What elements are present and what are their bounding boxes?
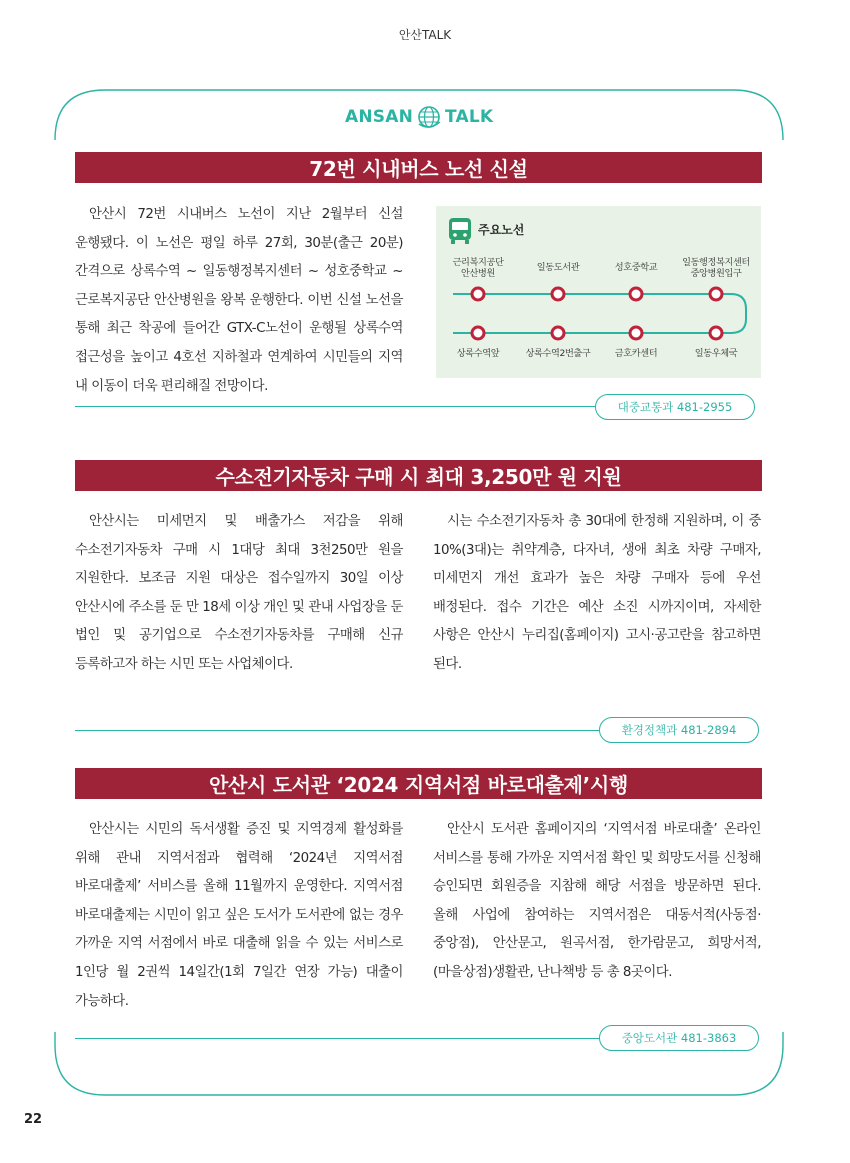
stop-marker bbox=[472, 327, 484, 339]
stop-marker bbox=[472, 288, 484, 300]
stop-label-top-2: 일동도서관 bbox=[536, 262, 580, 273]
article3-contact: 중앙도서관 481-3863 bbox=[599, 1025, 759, 1051]
stop-label-bottom-2: 상록수역2번출구 bbox=[525, 348, 591, 359]
stop-marker bbox=[630, 327, 642, 339]
article1-body: 안산시 72번 시내버스 노선이 지난 2월부터 신설 운행됐다. 이 노선은 평일 하루 27회, 30분(출근 20분) 간격으로 상록수역 ~ 일동행정복지센터 ~ 성호중학교 ~ 근로복지공단 안산병원을 왕복 운행한다. 이번 신설 노선을 통해 최근 착공에 들어간 GTX-C노선이 운행될 상록수역 접근성을 높이고 4호선 지하철과 연계하여 시민들의 지역 내 이동이 더욱 편리해질 전망이다. bbox=[75, 207, 403, 394]
route-title: 주요노선 bbox=[478, 223, 525, 237]
article3-title: 안산시 도서관 ‘2024 지역서점 바로대출제’시행 bbox=[75, 768, 762, 799]
article2-title: 수소전기자동차 구매 시 최대 3,250만 원 지원 bbox=[75, 460, 762, 491]
stop-marker bbox=[552, 288, 564, 300]
stop-label-bottom-4: 일동우체국 bbox=[694, 348, 738, 359]
article1-title: 72번 시내버스 노선 신설 bbox=[75, 152, 762, 183]
article3-divider bbox=[75, 1038, 601, 1039]
article3-body-left: 안산시는 시민의 독서생활 증진 및 지역경제 활성화를 위해 관내 지역서점과 협력해 ‘2024년 지역서점 바로대출제’ 서비스를 올해 11월까지 운영한다. 지역서점 바로대출제는 시민이 읽고 싶은 도서가 도서관에 없는 경우 가까운 지역 서점에서 바로 대출해 읽을 수 있는 서비스로 1인당 월 2권씩 14일간(1회 7일간 연장 가능) 대출이 가능하다. bbox=[75, 822, 403, 1009]
stop-marker bbox=[630, 288, 642, 300]
article3-body-right: 안산시 도서관 홈페이지의 ‘지역서점 바로대출’ 온라인 서비스를 통해 가까운 지역서점 확인 및 희망도서를 신청해 승인되면 회원증을 지참해 해당 서점을 방문하면 된다. 올해 사업에 참여하는 지역서점은 대동서적(사동점·중앙점), 안산문고, 원곡서점, 한가람문고, 희망서적, (마을상점)생활관, 난나책방 등 총 8곳이다. bbox=[433, 822, 761, 980]
stop-label-top-4: 일동행정복지센터 중앙병원입구 bbox=[682, 257, 750, 279]
stop-marker bbox=[552, 327, 564, 339]
article2-divider bbox=[75, 730, 601, 731]
article2-body-right: 시는 수소전기자동차 총 30대에 한정해 지원하며, 이 중 10%(3대)는 취약계층, 다자녀, 생애 최초 차량 구매자, 미세먼지 개선 효과가 높은 차량 구매자 등에 우선 배정된다. 접수 기간은 예산 소진 시까지이며, 자세한 사항은 안산시 누리집(홈페이지) 고시·공고란을 참고하면 된다. bbox=[433, 514, 761, 672]
globe-icon bbox=[416, 104, 442, 130]
article1-divider bbox=[75, 406, 597, 407]
stop-label-top-3: 성호중학교 bbox=[614, 262, 658, 273]
logo-left-text: ANSAN bbox=[345, 107, 414, 127]
ansan-talk-logo bbox=[345, 104, 493, 130]
stop-label-bottom-3: 금호카센터 bbox=[614, 348, 658, 359]
stop-marker bbox=[710, 288, 722, 300]
article2-body-left: 안산시는 미세먼지 및 배출가스 저감을 위해 수소전기자동차 구매 시 1대당 최대 3천250만 원을 지원한다. 보조금 지원 대상은 접수일까지 30일 이상 안산시에 주소를 둔 만 18세 이상 개인 및 관내 사업장을 둔 법인 및 공기업으로 수소전기자동차를 구매해 신규 등록하고자 하는 시민 또는 사업체이다. bbox=[75, 514, 403, 672]
article1-contact: 대중교통과 481-2955 bbox=[595, 394, 755, 420]
logo-right-text: TALK bbox=[445, 107, 494, 127]
running-header: 안산TALK bbox=[398, 28, 452, 42]
stop-label-bottom-1: 상록수역앞 bbox=[456, 348, 500, 359]
stop-label-top-1: 근리복지공단 안산병원 bbox=[452, 257, 504, 279]
page-number: 22 bbox=[24, 1112, 43, 1127]
stop-marker bbox=[710, 327, 722, 339]
article2-contact: 환경정책과 481-2894 bbox=[599, 717, 759, 743]
